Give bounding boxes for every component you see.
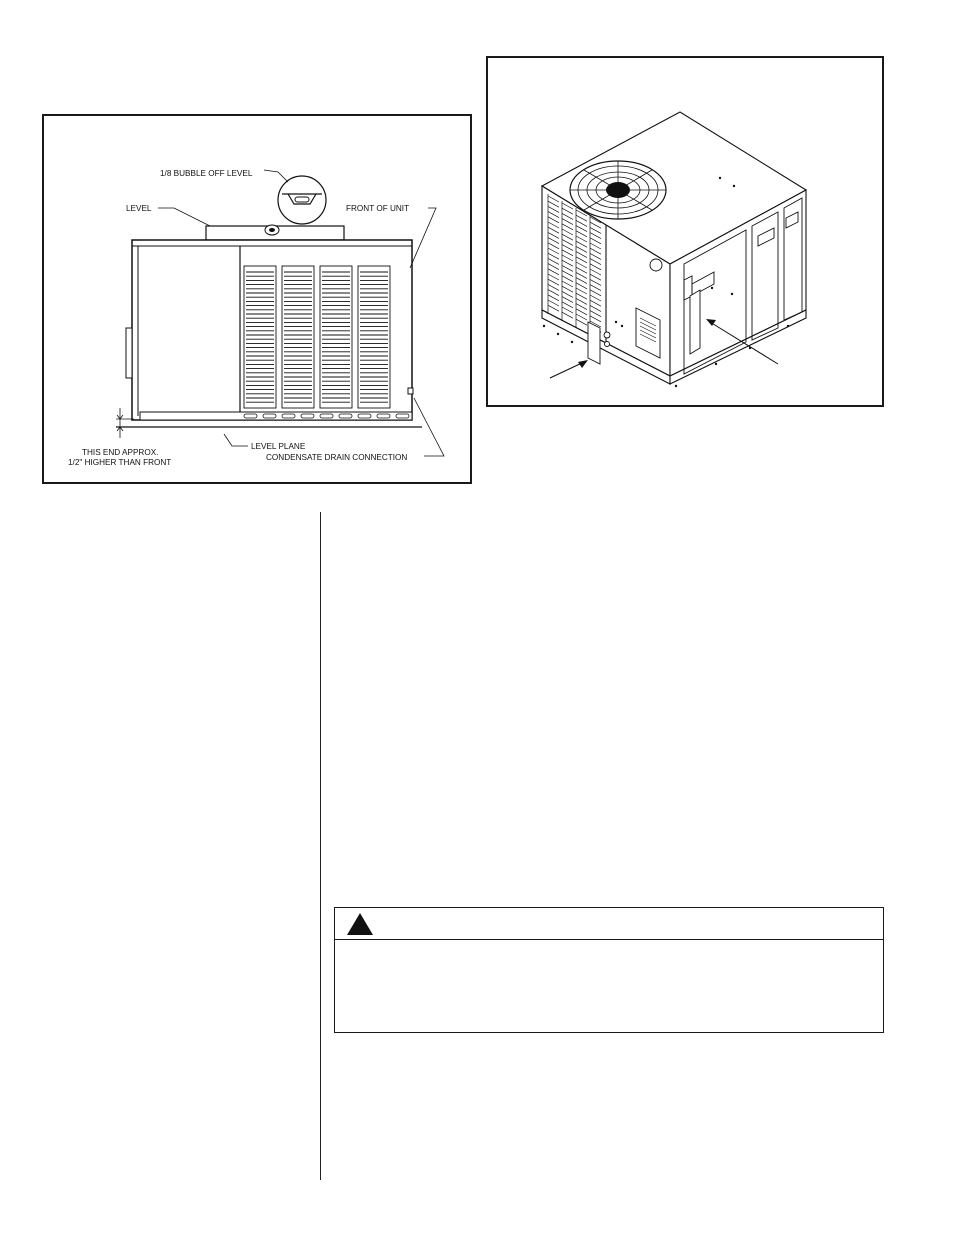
leveling-diagram-figure xyxy=(42,114,472,484)
label-this-end-1: THIS END APPROX. xyxy=(82,448,159,457)
condenser-fan-guard xyxy=(570,161,666,219)
label-bubble-off-level: 1/8 BUBBLE OFF LEVEL xyxy=(160,169,253,178)
warning-header xyxy=(335,908,883,940)
label-condensate-drain: CONDENSATE DRAIN CONNECTION xyxy=(266,453,408,462)
duct-cover-right xyxy=(690,290,700,354)
column-divider xyxy=(320,512,321,1180)
leveling-diagram xyxy=(44,116,470,482)
condensate-drain-fitting xyxy=(408,388,413,394)
unit-isometric-drawing xyxy=(488,58,882,405)
unit-isometric-figure xyxy=(486,56,884,407)
warning-triangle-icon xyxy=(346,912,374,936)
warning-box xyxy=(334,907,884,1033)
duct-cover-left xyxy=(588,322,600,364)
label-level: LEVEL xyxy=(126,204,152,213)
label-front-of-unit: FRONT OF UNIT xyxy=(346,204,410,213)
bubble-magnifier xyxy=(278,176,326,224)
duct-arrow-left xyxy=(550,360,588,378)
label-this-end-2: 1/2" HIGHER THAN FRONT xyxy=(68,458,172,467)
label-level-plane: LEVEL PLANE xyxy=(251,442,306,451)
